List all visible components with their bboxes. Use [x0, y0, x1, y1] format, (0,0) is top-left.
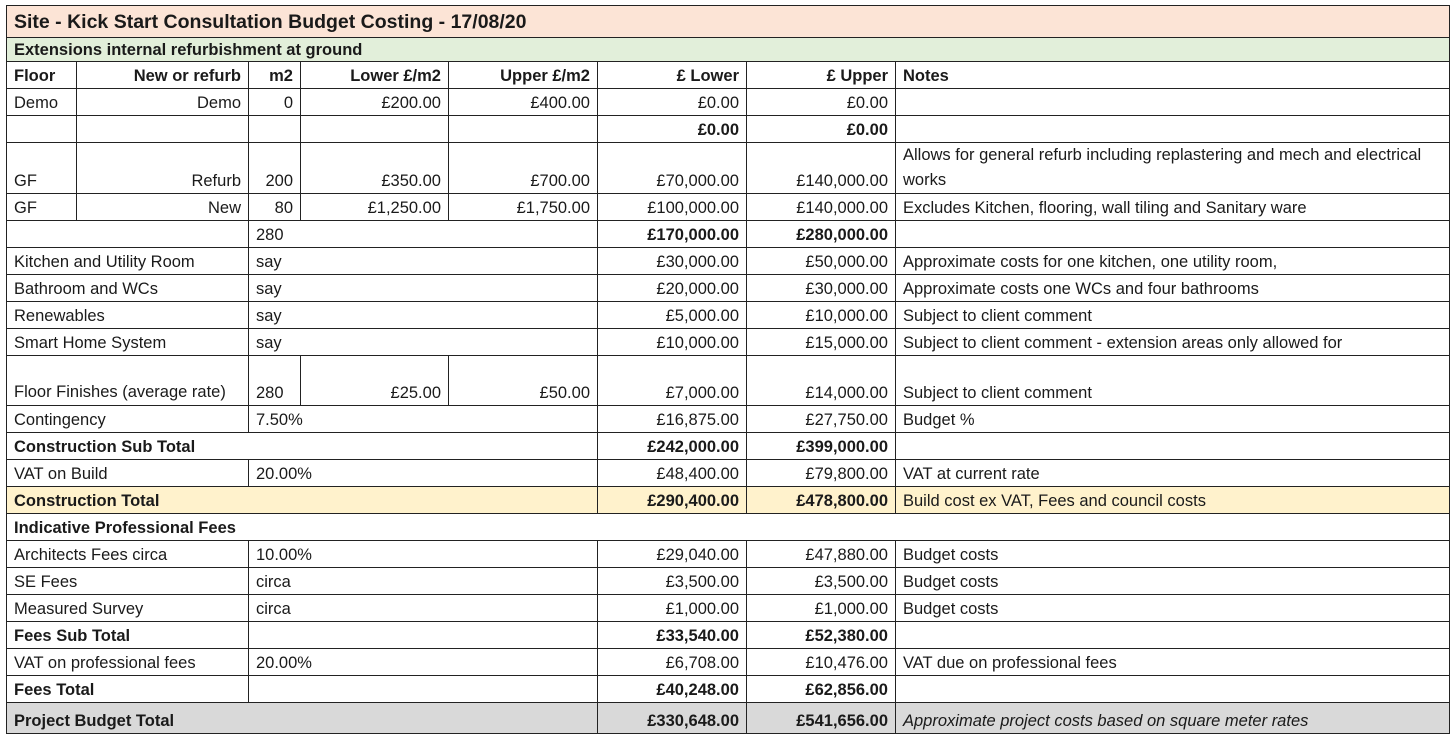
cell: £5,000.00 [598, 302, 747, 329]
table-row [7, 541, 1450, 568]
cell: Subject to client comment - extension areas only allowed for [896, 329, 1450, 356]
table-row [7, 329, 1450, 356]
cell: Approximate project costs based on square meter rates [896, 703, 1450, 734]
cell: 200 [249, 143, 301, 194]
cell: £140,000.00 [747, 143, 896, 194]
cell: £0.00 [747, 116, 896, 143]
cell: Budget costs [896, 568, 1450, 595]
header-row [7, 62, 1450, 89]
cell: £29,040.00 [598, 541, 747, 568]
cell [896, 676, 1450, 703]
table-row [7, 302, 1450, 329]
table-row [7, 356, 1450, 406]
cell: Excludes Kitchen, flooring, wall tiling and Sanitary ware [896, 194, 1450, 221]
header-lower-total: £ Lower [598, 62, 747, 89]
cell: Bathroom and WCs [7, 275, 249, 302]
cell [249, 676, 598, 703]
cell: Floor Finishes (average rate) [7, 356, 249, 406]
cell: £16,875.00 [598, 406, 747, 433]
cell: say [249, 302, 598, 329]
header-floor: Floor [7, 62, 77, 89]
cell: £79,800.00 [747, 460, 896, 487]
cell: £100,000.00 [598, 194, 747, 221]
cell: 20.00% [249, 649, 598, 676]
cell: 280 [249, 356, 301, 406]
cell: Demo [77, 89, 249, 116]
cell: £40,248.00 [598, 676, 747, 703]
cell: £541,656.00 [747, 703, 896, 734]
cell [249, 622, 598, 649]
section-heading: Extensions internal refurbishment at ground [7, 38, 1450, 62]
cell: £47,880.00 [747, 541, 896, 568]
cell: £399,000.00 [747, 433, 896, 460]
cell: £170,000.00 [598, 221, 747, 248]
cell: 0 [249, 89, 301, 116]
cell: £350.00 [301, 143, 449, 194]
cell: £30,000.00 [598, 248, 747, 275]
cell: £20,000.00 [598, 275, 747, 302]
table-row [7, 433, 1450, 460]
cell: 10.00% [249, 541, 598, 568]
table-row [7, 568, 1450, 595]
cell: Refurb [77, 143, 249, 194]
table-row [7, 221, 1450, 248]
cell: £700.00 [449, 143, 598, 194]
cell: Demo [7, 89, 77, 116]
cell: £3,500.00 [598, 568, 747, 595]
cell: £1,250.00 [301, 194, 449, 221]
cell [896, 433, 1450, 460]
cell: Smart Home System [7, 329, 249, 356]
cell: Architects Fees circa [7, 541, 249, 568]
table-row [7, 676, 1450, 703]
table-row [7, 649, 1450, 676]
table-row [7, 143, 1450, 194]
header-upper-rate: Upper £/m2 [449, 62, 598, 89]
cell: Fees Sub Total [7, 622, 249, 649]
table-row [7, 406, 1450, 433]
cell [77, 116, 249, 143]
header-new-or-refurb: New or refurb [77, 62, 249, 89]
cell: £0.00 [598, 89, 747, 116]
cell: GF [7, 194, 77, 221]
cell: say [249, 329, 598, 356]
cell: £7,000.00 [598, 356, 747, 406]
cell: Allows for general refurb including replastering and mech and electrical works [896, 143, 1450, 194]
cell: £50.00 [449, 356, 598, 406]
cell [249, 116, 301, 143]
cell: VAT due on professional fees [896, 649, 1450, 676]
cell [301, 116, 449, 143]
cell: VAT at current rate [896, 460, 1450, 487]
cell: £1,000.00 [747, 595, 896, 622]
cell [896, 116, 1450, 143]
cell: GF [7, 143, 77, 194]
cell: VAT on Build [7, 460, 249, 487]
title-row [7, 6, 1450, 38]
cell: say [249, 275, 598, 302]
header-notes: Notes [896, 62, 1450, 89]
table-row [7, 248, 1450, 275]
cell [7, 221, 249, 248]
table-row [7, 622, 1450, 649]
cell: £15,000.00 [747, 329, 896, 356]
cell: Kitchen and Utility Room [7, 248, 249, 275]
cell: £10,000.00 [598, 329, 747, 356]
cell: Project Budget Total [7, 703, 598, 734]
cell: Contingency [7, 406, 249, 433]
cell [7, 116, 77, 143]
cell: Approximate costs one WCs and four bathrooms [896, 275, 1450, 302]
cell: Construction Total [7, 487, 598, 514]
cell: £242,000.00 [598, 433, 747, 460]
cell: £330,648.00 [598, 703, 747, 734]
cell: £48,400.00 [598, 460, 747, 487]
cell [896, 89, 1450, 116]
cell: Fees Total [7, 676, 249, 703]
cell: SE Fees [7, 568, 249, 595]
cell: Renewables [7, 302, 249, 329]
cell: £70,000.00 [598, 143, 747, 194]
cell: circa [249, 568, 598, 595]
cell: say [249, 248, 598, 275]
cell: £62,856.00 [747, 676, 896, 703]
cell: New [77, 194, 249, 221]
cell: Budget costs [896, 595, 1450, 622]
cell: £280,000.00 [747, 221, 896, 248]
cell: £140,000.00 [747, 194, 896, 221]
table-row [7, 703, 1450, 734]
table-row [7, 194, 1450, 221]
cell: Measured Survey [7, 595, 249, 622]
table-row [7, 116, 1450, 143]
cell: £400.00 [449, 89, 598, 116]
cell: £14,000.00 [747, 356, 896, 406]
cell: £0.00 [747, 89, 896, 116]
table-row [7, 460, 1450, 487]
header-upper-total: £ Upper [747, 62, 896, 89]
cell: £0.00 [598, 116, 747, 143]
cell: Budget costs [896, 541, 1450, 568]
table-row [7, 275, 1450, 302]
cell: £33,540.00 [598, 622, 747, 649]
cell: £50,000.00 [747, 248, 896, 275]
cell: £25.00 [301, 356, 449, 406]
cell: Approximate costs for one kitchen, one utility room, [896, 248, 1450, 275]
cell: £30,000.00 [747, 275, 896, 302]
cell: £478,800.00 [747, 487, 896, 514]
cell: £3,500.00 [747, 568, 896, 595]
table-row [7, 487, 1450, 514]
fees-heading: Indicative Professional Fees [7, 514, 1450, 541]
cell [449, 116, 598, 143]
cell: VAT on professional fees [7, 649, 249, 676]
cell: 20.00% [249, 460, 598, 487]
cell: £27,750.00 [747, 406, 896, 433]
cell: £200.00 [301, 89, 449, 116]
cell [896, 622, 1450, 649]
cell: 7.50% [249, 406, 598, 433]
cell: Subject to client comment [896, 302, 1450, 329]
cell: £10,000.00 [747, 302, 896, 329]
cell: £10,476.00 [747, 649, 896, 676]
cell: Construction Sub Total [7, 433, 598, 460]
cell: 280 [249, 221, 598, 248]
header-m2: m2 [249, 62, 301, 89]
cell: £290,400.00 [598, 487, 747, 514]
cell: £1,750.00 [449, 194, 598, 221]
cell: £52,380.00 [747, 622, 896, 649]
table-row [7, 595, 1450, 622]
table-row [7, 89, 1450, 116]
cell: Build cost ex VAT, Fees and council costs [896, 487, 1450, 514]
budget-costing-table [6, 5, 1450, 734]
cell: £1,000.00 [598, 595, 747, 622]
table-row [7, 514, 1450, 541]
header-lower-rate: Lower £/m2 [301, 62, 449, 89]
section-row [7, 38, 1450, 62]
cell: Budget % [896, 406, 1450, 433]
sheet-title: Site - Kick Start Consultation Budget Costing - 17/08/20 [7, 6, 1450, 38]
cell: circa [249, 595, 598, 622]
cell: Subject to client comment [896, 356, 1450, 406]
cell: 80 [249, 194, 301, 221]
cell: £6,708.00 [598, 649, 747, 676]
cell [896, 221, 1450, 248]
